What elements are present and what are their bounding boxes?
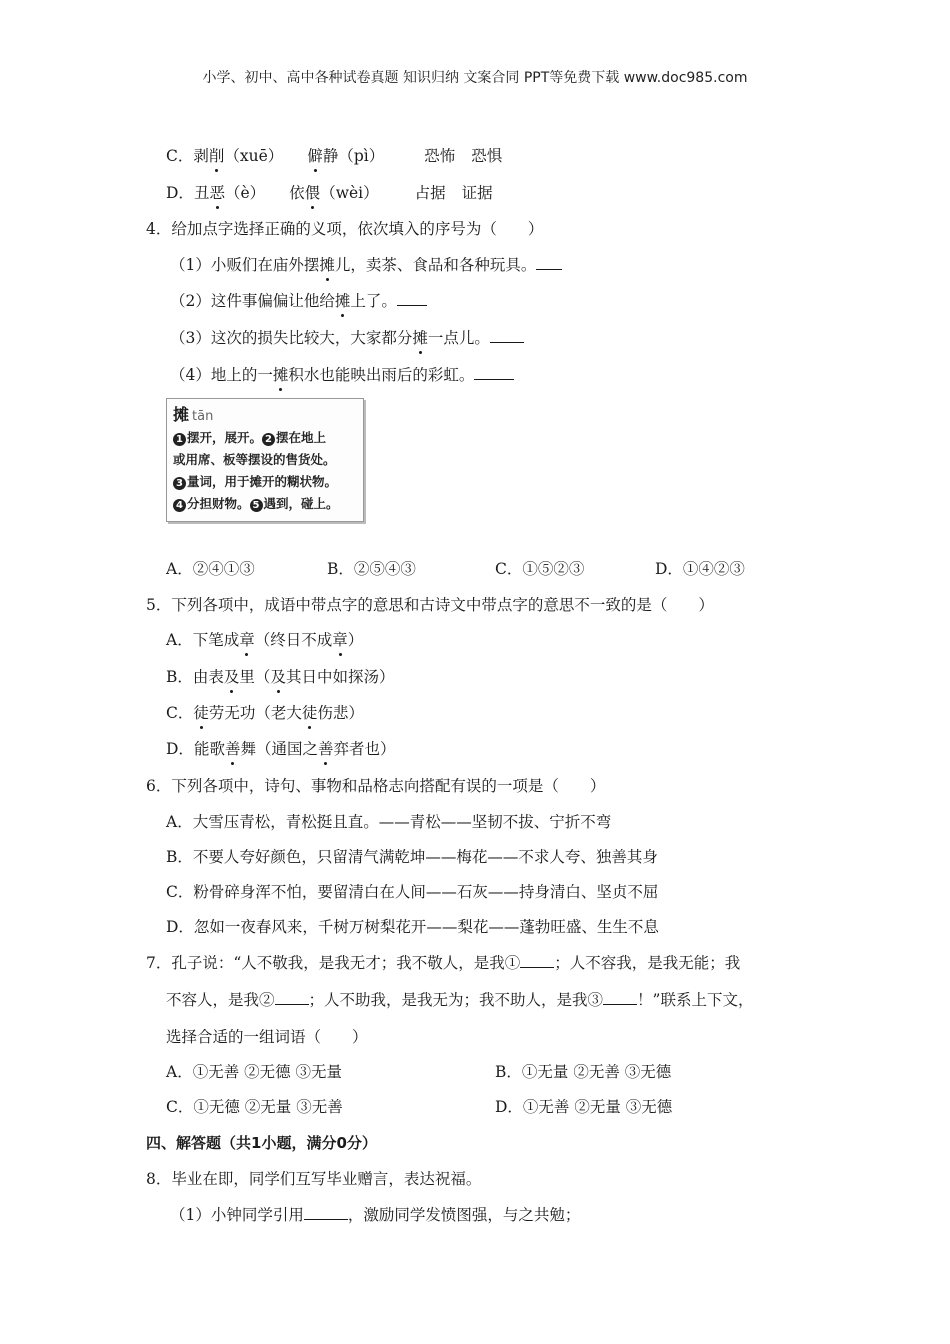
q7-option-c[interactable]: C．①无德 ②无量 ③无善 <box>166 1098 343 1116</box>
q8-stem: 8．毕业在即，同学们互写毕业赠言，表达祝福。 <box>146 1170 482 1188</box>
answer-blank[interactable] <box>536 254 562 270</box>
q5-stem: 5．下列各项中，成语中带点字的意思和古诗文中带点字的意思不一致的是（ ） <box>146 596 714 614</box>
page-header-banner: 小学、初中、高中各种试卷真题 知识归纳 文案合同 PPT等免费下载 www.doc985.com <box>202 70 748 86</box>
q4-sentence-3: （3）这次的损失比较大，大家都分摊一点儿。 <box>170 327 524 349</box>
q6-stem: 6．下列各项中，诗句、事物和品格志向搭配有误的一项是（ ） <box>146 777 606 795</box>
q4-sentence-4: （4）地上的一摊积水也能映出雨后的彩虹。 <box>170 364 514 386</box>
answer-blank[interactable] <box>474 364 514 380</box>
q4-option-c[interactable]: C．①⑤②③ <box>495 560 585 578</box>
q7-option-d[interactable]: D．①无善 ②无量 ③无德 <box>495 1098 673 1116</box>
answer-blank-3[interactable] <box>603 989 637 1005</box>
q6-option-b[interactable]: B．不要人夸好颜色，只留清气满乾坤——梅花——不求人夸、独善其身 <box>166 848 658 866</box>
section-4-heading: 四、解答题（共1小题，满分0分） <box>146 1134 377 1152</box>
q7-stem-line-2: 不容人，是我② ；人不助我，是我无为；我不助人，是我③ ！”联系上下文， <box>166 991 754 1009</box>
q6-option-d[interactable]: D．忽如一夜春风来，千树万树梨花开——梨花——蓬勃旺盛、生生不息 <box>166 918 659 936</box>
q5-option-d[interactable]: D．能歌善舞（通国之善弈者也） <box>166 740 396 758</box>
answer-blank[interactable] <box>490 327 524 343</box>
q4-option-a[interactable]: A．②④①③ <box>166 560 255 578</box>
q7-stem-line-3: 选择合适的一组词语（ ） <box>166 1028 368 1046</box>
q4-option-b[interactable]: B．②⑤④③ <box>327 560 416 578</box>
q6-option-a[interactable]: A．大雪压青松，青松挺且直。——青松——坚韧不拔、宁折不弯 <box>166 813 612 831</box>
q3-option-c: C．剥削（xuē） 僻静（pì） 恐怖 恐惧 <box>166 147 503 165</box>
q8-sentence-1: （1）小钟同学引用 ，激励同学发愤图强，与之共勉； <box>170 1206 581 1224</box>
q7-option-a[interactable]: A．①无善 ②无德 ③无量 <box>166 1063 343 1081</box>
answer-blank-2[interactable] <box>275 989 309 1005</box>
answer-blank[interactable] <box>397 290 427 306</box>
q7-stem-line-1: 7．孔子说：“人不敬我，是我无才；我不敬人，是我① ；人不容我，是我无能；我 <box>146 954 741 972</box>
q5-option-a[interactable]: A．下笔成章（终日不成章） <box>166 631 364 649</box>
q3-option-d: D．丑恶（è） 依偎（wèi） 占据 证据 <box>166 184 493 202</box>
dictionary-entry-box: 摊 tān 1 摆开，展开。 2 摆在地上 或用席、板等摆设的售货处。 3 量词，用于摊开的糊状物。 4 分担财物。 5 遇到，碰上。 <box>166 398 364 522</box>
q4-option-d[interactable]: D．①④②③ <box>655 560 745 578</box>
q5-option-c[interactable]: C．徒劳无功（老大徒伤悲） <box>166 704 364 722</box>
answer-blank-1[interactable] <box>520 952 554 968</box>
q5-option-b[interactable]: B．由表及里（及其日中如探汤） <box>166 668 395 686</box>
answer-blank[interactable] <box>304 1204 348 1220</box>
q4-stem: 4．给加点字选择正确的义项，依次填入的序号为（ ） <box>146 220 544 238</box>
q6-option-c[interactable]: C．粉骨碎身浑不怕，要留清白在人间——石灰——持身清白、坚贞不屈 <box>166 883 659 901</box>
q7-option-b[interactable]: B．①无量 ②无善 ③无德 <box>495 1063 672 1081</box>
q4-sentence-2: （2）这件事偏偏让他给摊上了。 <box>170 290 427 312</box>
q4-sentence-1: （1）小贩们在庙外摆摊儿，卖茶、食品和各种玩具。 <box>170 254 562 276</box>
